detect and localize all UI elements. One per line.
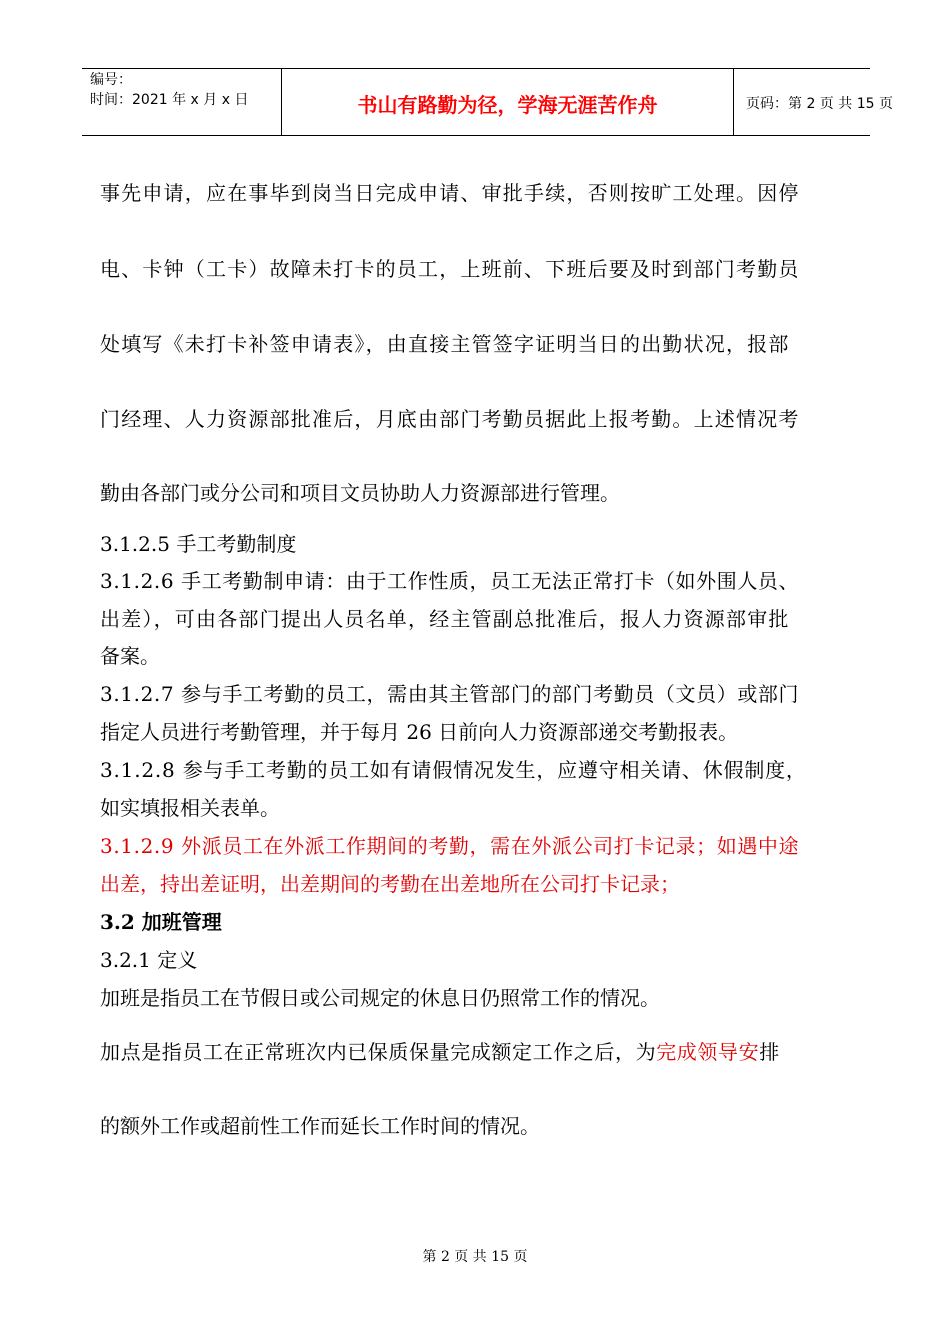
- section-heading-321: 3.2.1 定义: [100, 948, 198, 972]
- paragraph-line: 3.1.2.6 手工考勤制申请：由于工作性质，员工无法正常打卡（如外围人员、: [100, 569, 800, 593]
- paragraph-text: 排: [759, 1040, 780, 1064]
- paragraph-line: 出差），可由各部门提出人员名单，经主管副总批准后，报人力资源部审批: [100, 607, 790, 631]
- section-heading-32: 3.2 加班管理: [100, 910, 222, 934]
- page-footer: 第 2 页 共 15 页: [422, 1249, 528, 1265]
- section-heading-3125: 3.1.2.5 手工考勤制度: [100, 532, 297, 556]
- paragraph-line: 的额外工作或超前性工作而延长工作时间的情况。: [100, 1114, 540, 1138]
- page-header: [82, 68, 893, 136]
- paragraph-line: 加班是指员工在节假日或公司规定的休息日仍照常工作的情况。: [100, 986, 660, 1010]
- paragraph-line: 门经理、人力资源部批准后，月底由部门考勤员据此上报考勤。上述情况考: [100, 407, 800, 431]
- paragraph-line: 备案。: [100, 644, 160, 668]
- paragraph-line: 电、卡钟（工卡）故障未打卡的员工，上班前、下班后要及时到部门考勤员: [100, 257, 800, 281]
- paragraph-line: 3.1.2.7 参与手工考勤的员工，需由其主管部门的部门考勤员（文员）或部门: [100, 682, 800, 706]
- highlighted-paragraph-line: 3.1.2.9 外派员工在外派工作期间的考勤，需在外派公司打卡记录；如遇中途: [100, 834, 800, 858]
- header-page-cell: [734, 69, 893, 135]
- highlighted-paragraph-line: 出差，持出差证明，出差期间的考勤在出差地所在公司打卡记录；: [100, 872, 680, 896]
- paragraph-text: 加点是指员工在正常班次内已保质保量完成额定工作之后，为: [100, 1040, 657, 1064]
- paragraph-line: 指定人员进行考勤管理，并于每月 26 日前向人力资源部递交考勤报表。: [100, 720, 739, 744]
- serial-number-label: 编号：: [90, 72, 132, 88]
- paragraph-line: [100, 1037, 780, 1067]
- paragraph-line: 如实填报相关表单。: [100, 796, 280, 820]
- paragraph-line: 3.1.2.8 参与手工考勤的员工如有请假情况发生，应遵守相关请、休假制度，: [100, 758, 807, 782]
- highlighted-text: 完成领导安: [656, 1040, 760, 1064]
- header-meta-cell: [82, 69, 282, 135]
- header-page-info: 页码：第 2 页 共 15 页: [746, 96, 893, 112]
- date-label: 时间：2021 年 x 月 x 日: [90, 92, 249, 108]
- paragraph-line: 处填写《未打卡补签申请表》，由直接主管签字证明当日的出勤状况，报部: [100, 332, 790, 356]
- paragraph-line: 勤由各部门或分公司和项目文员协助人力资源部进行管理。: [100, 481, 620, 505]
- paragraph-line: 事先申请，应在事毕到岗当日完成申请、审批手续，否则按旷工处理。因停: [100, 181, 800, 205]
- header-motto-cell: [282, 69, 734, 135]
- motto-text: 书山有路勤为径，学海无涯苦作舟: [357, 93, 658, 117]
